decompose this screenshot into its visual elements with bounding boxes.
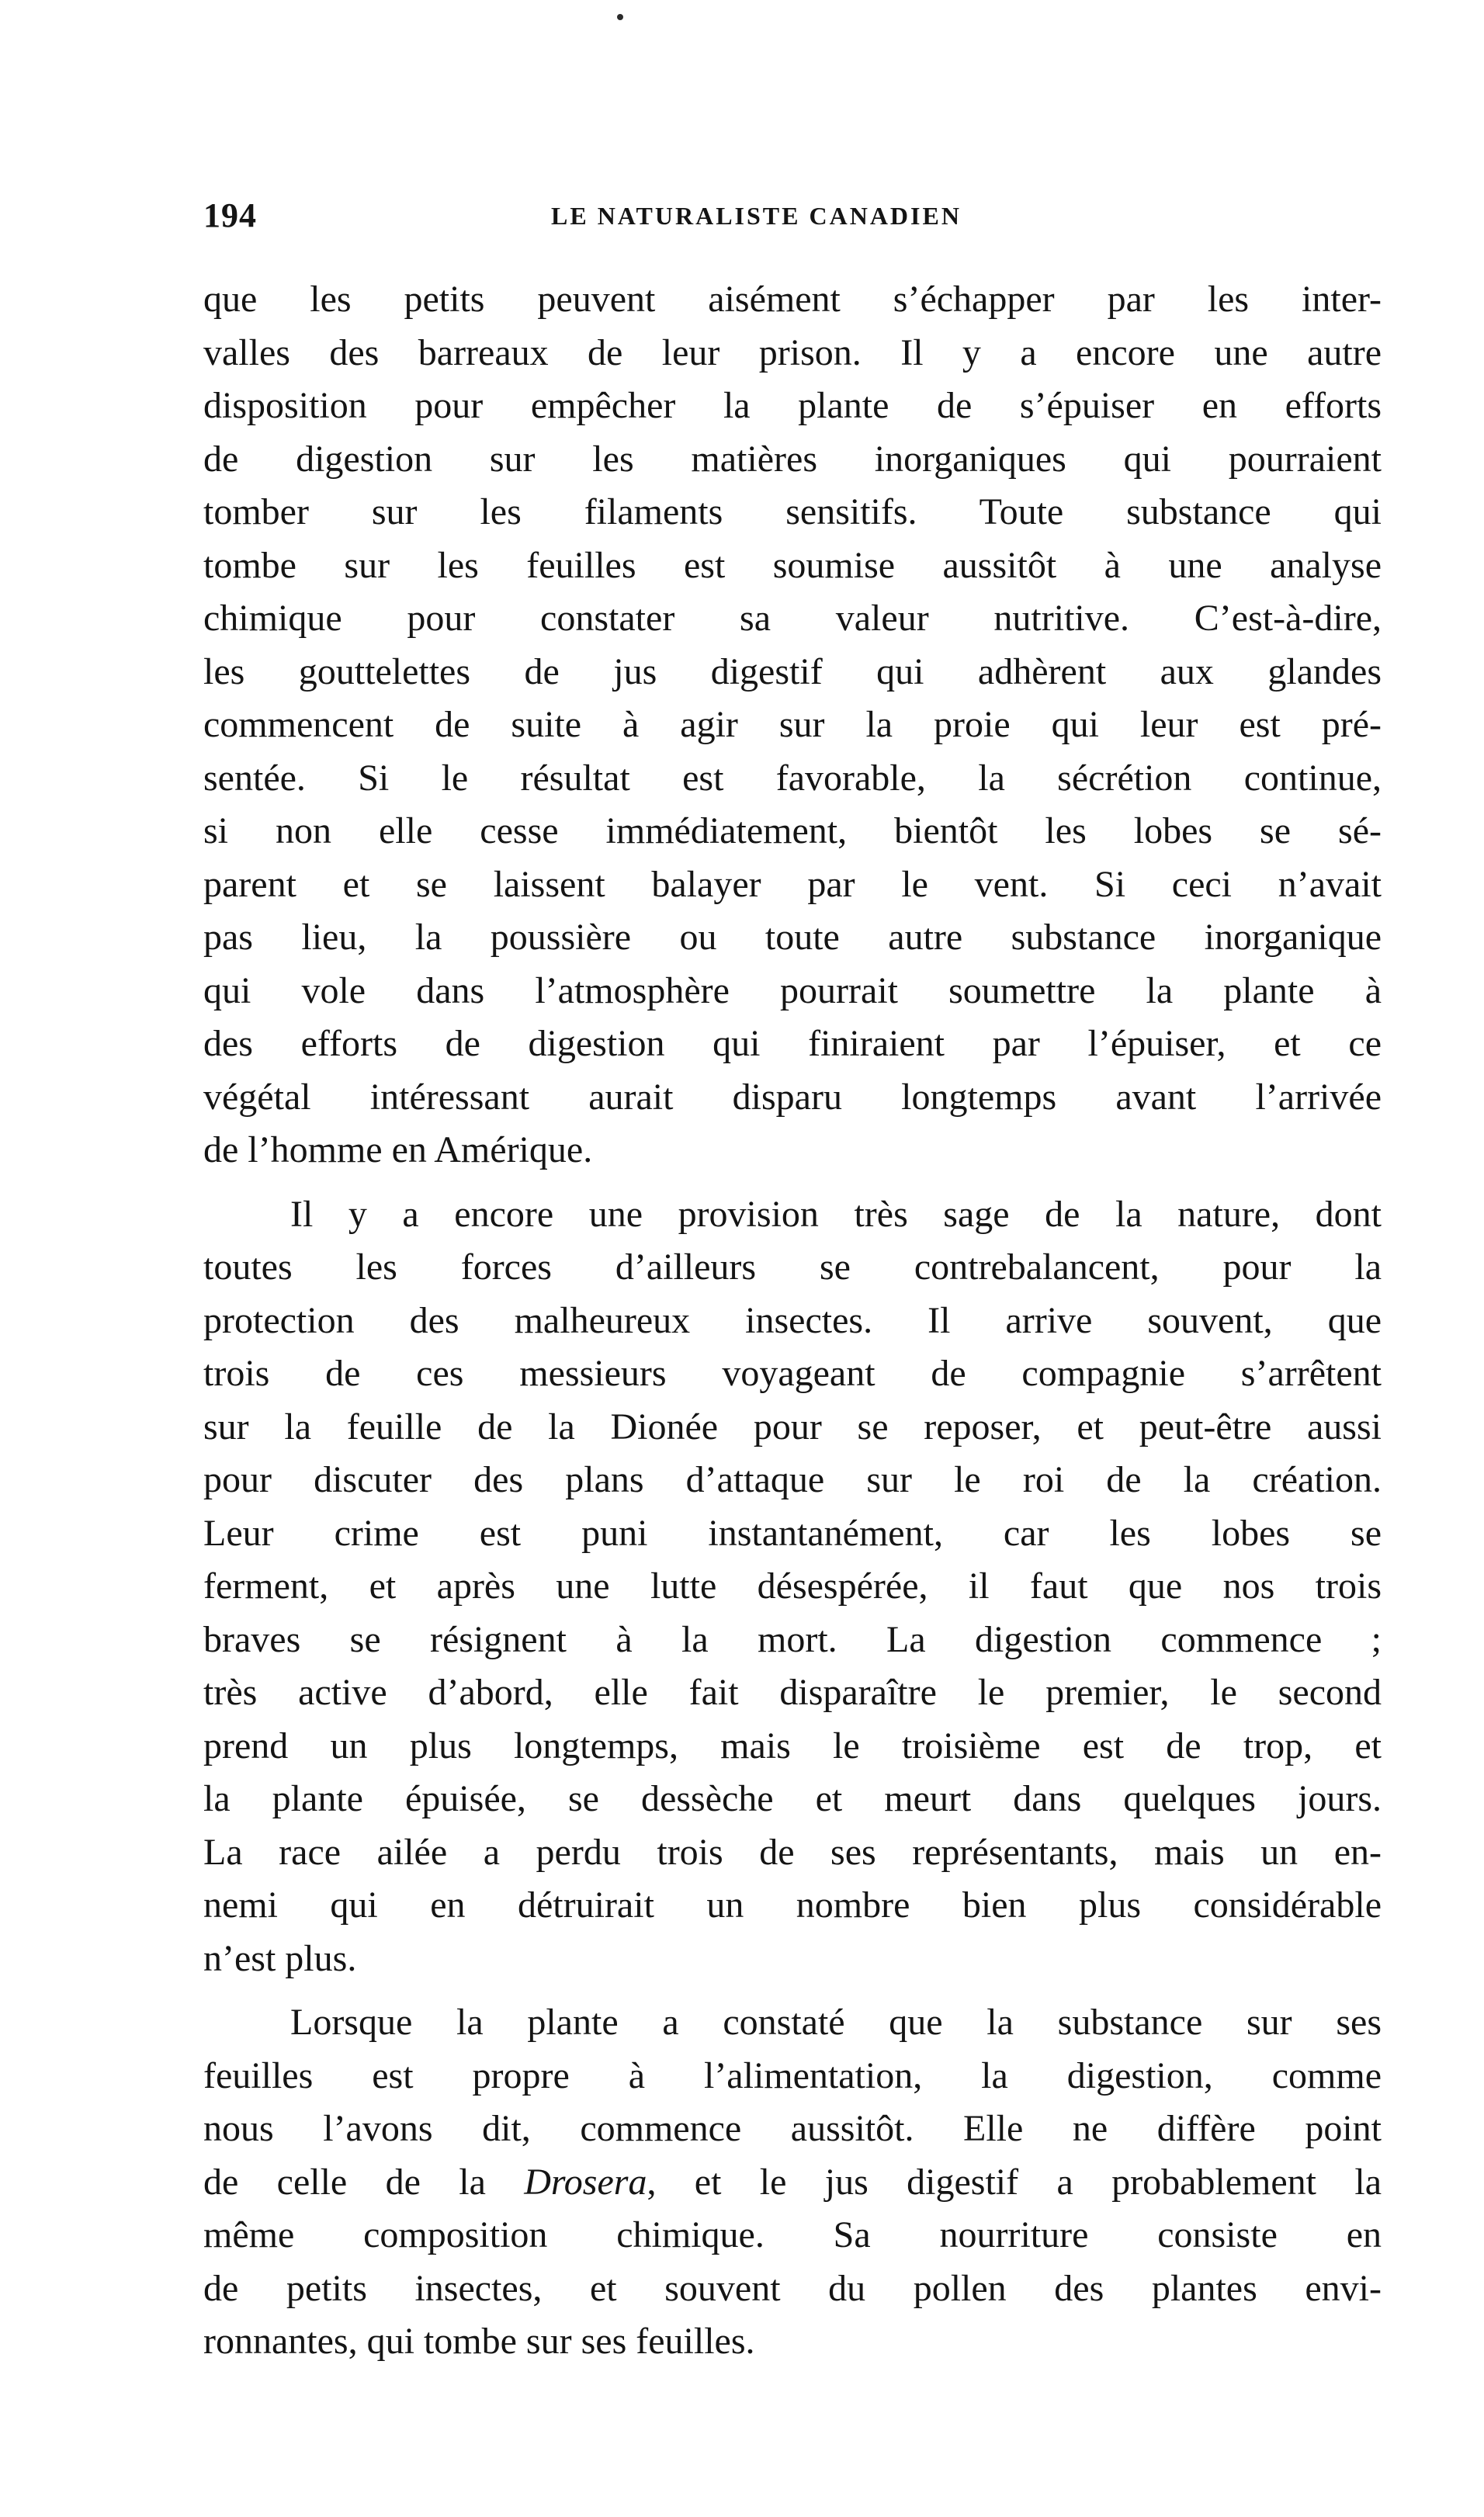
text-line: Lorsque la plante a constaté que la substance sur ses xyxy=(290,2002,1382,2043)
text-line: de digestion sur les matières inorganiques qui pourraient xyxy=(203,438,1382,480)
text-line: braves se résignent à la mort. La digestion commence ; xyxy=(203,1618,1382,1660)
text-line: valles des barreaux de leur prison. Il y a encore une autre xyxy=(203,331,1382,373)
paragraph-2 xyxy=(203,1188,1382,1986)
text-line: tombe sur les feuilles est soumise aussitôt à une analyse xyxy=(203,544,1382,586)
text-line: prend un plus longtemps, mais le troisième est de trop, et xyxy=(203,1725,1382,1766)
text-line: pas lieu, la poussière ou toute autre substance inorganique xyxy=(203,917,1382,958)
running-title: LE NATURALISTE CANADIEN xyxy=(551,202,962,230)
page-number: 194 xyxy=(203,196,257,234)
text-line: ronnantes, qui tombe sur ses feuilles. xyxy=(203,2321,755,2362)
text-line: n’est plus. xyxy=(203,1937,357,1979)
text-line: commencent de suite à agir sur la proie qui leur est pré- xyxy=(203,704,1382,745)
text-line-with-italic: de celle de la Drosera, et le jus digestif a probablement la xyxy=(203,2161,1382,2203)
text-line: pour discuter des plans d’attaque sur le roi de la création. xyxy=(203,1459,1382,1500)
text-line: disposition pour empêcher la plante de s’épuiser en efforts xyxy=(203,385,1382,426)
text-line: de l’homme en Amérique. xyxy=(203,1129,593,1170)
text-line: de petits insectes, et souvent du pollen des plantes envi- xyxy=(203,2267,1382,2309)
text-line: qui vole dans l’atmosphère pourrait soumettre la plante à xyxy=(203,969,1382,1011)
text-line: si non elle cesse immédiatement, bientôt les lobes se sé- xyxy=(203,810,1382,851)
text-line: parent et se laissent balayer par le vent. Si ceci n’avait xyxy=(203,863,1382,905)
text-line: nemi qui en détruirait un nombre bien plus considérable xyxy=(203,1884,1382,1926)
text-line: tomber sur les filaments sensitifs. Toute substance qui xyxy=(203,491,1382,532)
text-line: sur la feuille de la Dionée pour se reposer, et peut-être aussi xyxy=(203,1406,1382,1447)
paragraph-1 xyxy=(203,273,1382,1177)
page-header xyxy=(203,196,1382,242)
text-line: Il y a encore une provision très sage de la nature, dont xyxy=(290,1193,1382,1235)
text-line: même composition chimique. Sa nourriture consiste en xyxy=(203,2214,1382,2255)
text-line: chimique pour constater sa valeur nutritive. C’est-à-dire, xyxy=(203,598,1382,639)
text-line: La race ailée a perdu trois de ses représentants, mais un en- xyxy=(203,1831,1382,1873)
body-text xyxy=(203,273,1382,2369)
text-line: feuilles est propre à l’alimentation, la digestion, comme xyxy=(203,2054,1382,2096)
italic-term: Drosera xyxy=(524,2161,647,2203)
text-line: Leur crime est puni instantanément, car les lobes se xyxy=(203,1512,1382,1554)
text-line: sentée. Si le résultat est favorable, la sécrétion continue, xyxy=(203,757,1382,799)
text-line: ferment, et après une lutte désespérée, il faut que nos trois xyxy=(203,1565,1382,1607)
text-line: les gouttelettes de jus digestif qui adhèrent aux glandes xyxy=(203,650,1382,692)
text-line: toutes les forces d’ailleurs se contrebalancent, pour la xyxy=(203,1246,1382,1288)
text-line: la plante épuisée, se dessèche et meurt dans quelques jours. xyxy=(203,1778,1382,1819)
text-line: nous l’avons dit, commence aussitôt. Elle ne diffère point xyxy=(203,2108,1382,2149)
text-line: des efforts de digestion qui finiraient par l’épuiser, et ce xyxy=(203,1023,1382,1064)
text-line: végétal intéressant aurait disparu longtemps avant l’arrivée xyxy=(203,1076,1382,1118)
text-line: trois de ces messieurs voyageant de compagnie s’arrêtent xyxy=(203,1353,1382,1394)
text-line: protection des malheureux insectes. Il arrive souvent, que xyxy=(203,1299,1382,1341)
text-line: que les petits peuvent aisément s’échapper par les inter- xyxy=(203,279,1382,320)
text-line: très active d’abord, elle fait disparaître le premier, le second xyxy=(203,1672,1382,1713)
ink-speck xyxy=(617,14,623,20)
paragraph-3 xyxy=(203,1996,1382,2369)
